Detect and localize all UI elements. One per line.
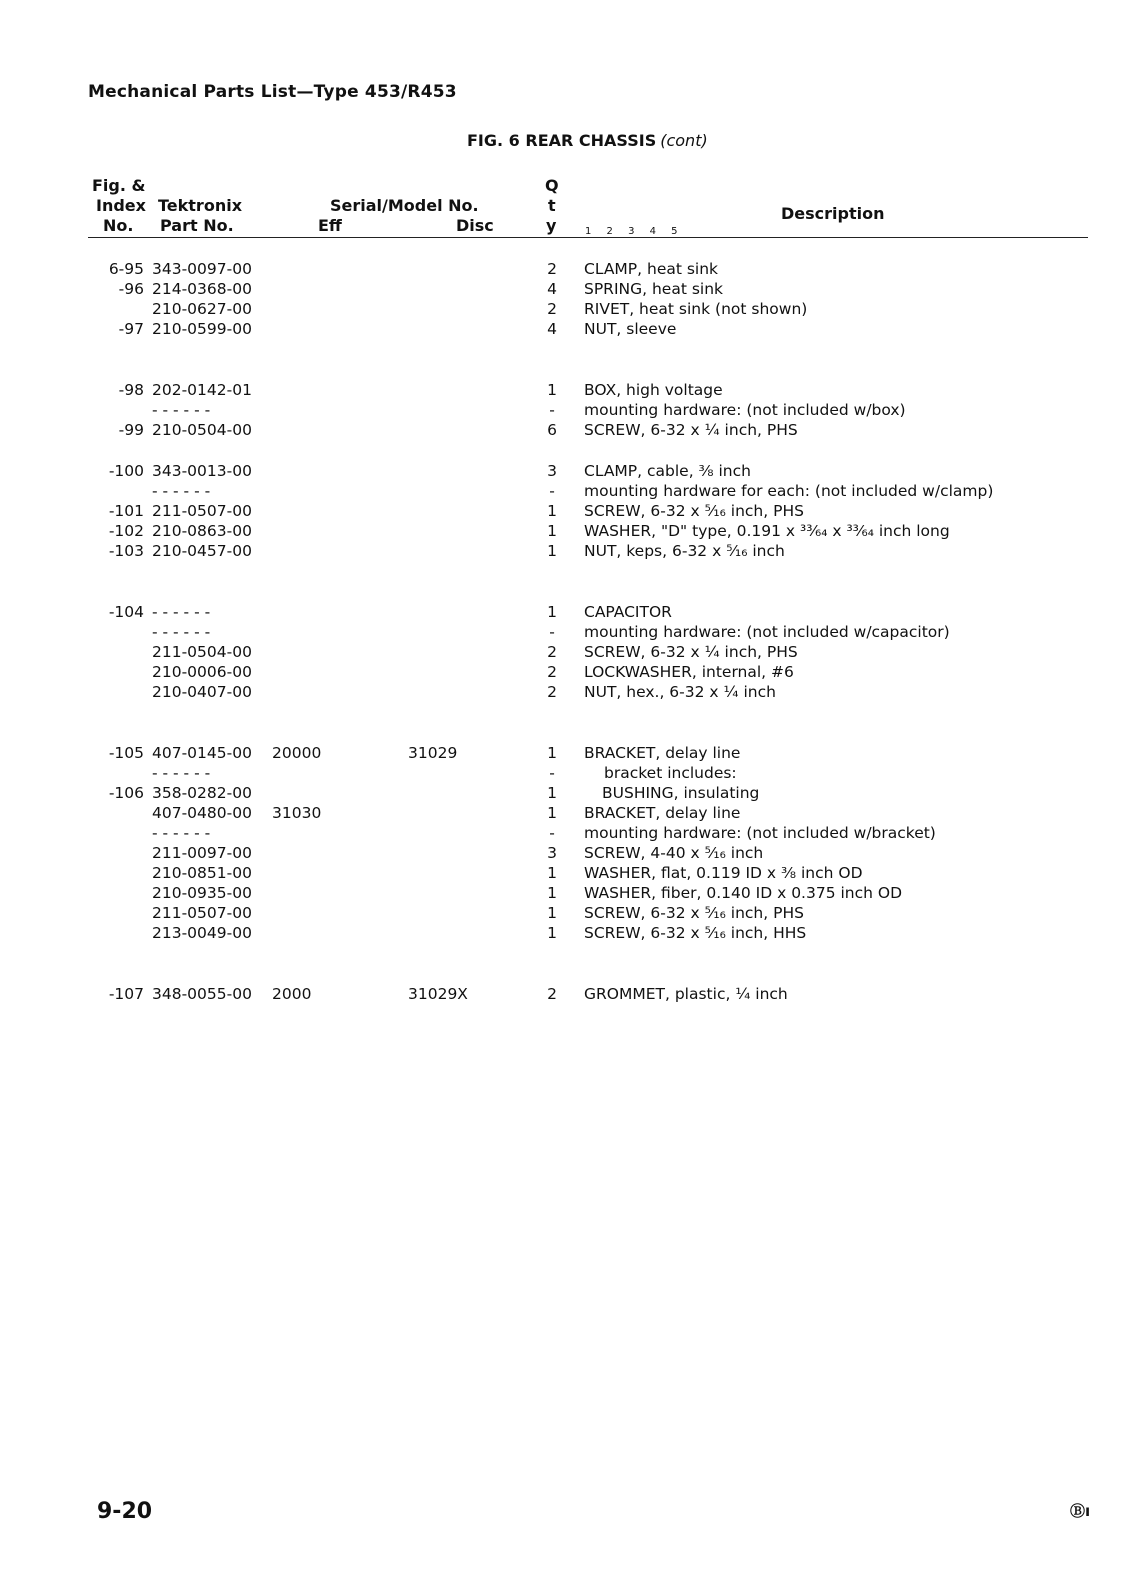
figure-name: FIG. 6 REAR CHASSIS [467, 131, 657, 150]
row-index: -96 [118, 280, 144, 298]
row-part-no: 202-0142-01 [152, 381, 252, 399]
row-description: RIVET, heat sink (not shown) [584, 300, 808, 318]
row-description: SCREW, 6-32 x ¼ inch, PHS [584, 421, 798, 439]
row-index: 6-95 [108, 260, 144, 278]
row-part-no: 210-0935-00 [152, 884, 252, 902]
col-part-line1: Tektronix [158, 196, 243, 215]
row-qty: 2 [547, 643, 557, 661]
row-description: NUT, sleeve [584, 320, 677, 338]
row-part-no: - - - - - - [152, 603, 211, 621]
col-qty-t: t [548, 196, 556, 215]
row-qty: 1 [547, 744, 557, 762]
document-title: Mechanical Parts List—Type 453/R453 [88, 82, 457, 102]
row-description: LOCKWASHER, internal, #6 [584, 663, 794, 681]
row-description: BRACKET, delay line [584, 804, 741, 822]
header-rule [88, 237, 1088, 238]
row-index: -99 [118, 421, 144, 439]
row-part-no: 210-0627-00 [152, 300, 252, 318]
row-qty: 1 [547, 603, 557, 621]
col-fig-line3: No. [103, 216, 134, 235]
row-part-no: 210-0457-00 [152, 542, 252, 560]
row-description: WASHER, fiber, 0.140 ID x 0.375 inch OD [584, 884, 903, 902]
row-description: bracket includes: [604, 764, 737, 782]
col-qty-y: y [546, 216, 557, 235]
row-qty: - [549, 623, 555, 641]
row-qty: 3 [547, 462, 557, 480]
figure-cont: (cont) [660, 131, 708, 150]
row-index: -104 [108, 603, 144, 621]
row-qty: 4 [547, 320, 557, 338]
col-fig-line1: Fig. & [92, 176, 146, 195]
row-part-no: 210-0407-00 [152, 683, 252, 701]
row-qty: 1 [547, 864, 557, 882]
row-description: mounting hardware: (not included w/box) [584, 401, 906, 419]
row-qty: 1 [547, 381, 557, 399]
row-part-no: 211-0507-00 [152, 904, 252, 922]
row-serial-eff: 20000 [272, 744, 322, 762]
row-part-no: 213-0049-00 [152, 924, 252, 942]
row-qty: 2 [547, 663, 557, 681]
col-description: Description [781, 204, 885, 223]
row-description: SCREW, 6-32 x ¼ inch, PHS [584, 643, 798, 661]
row-part-no: 210-0851-00 [152, 864, 252, 882]
row-qty: 1 [547, 804, 557, 822]
row-part-no: 407-0145-00 [152, 744, 252, 762]
row-qty: 2 [547, 985, 557, 1003]
row-qty: - [549, 482, 555, 500]
col-indent-levels: 1 2 3 4 5 [585, 226, 684, 237]
row-index: -107 [108, 985, 144, 1003]
row-part-no: 211-0504-00 [152, 643, 252, 661]
row-index: -103 [108, 542, 144, 560]
row-qty: 6 [547, 421, 557, 439]
row-serial-disc: 31029X [408, 985, 468, 1003]
row-part-no: 343-0013-00 [152, 462, 252, 480]
row-qty: 1 [547, 884, 557, 902]
row-part-no: 214-0368-00 [152, 280, 252, 298]
row-index: -106 [108, 784, 144, 802]
row-description: SCREW, 4-40 x ⁵⁄₁₆ inch [584, 844, 764, 862]
row-description: SCREW, 6-32 x ⁵⁄₁₆ inch, PHS [584, 904, 804, 922]
row-qty: 1 [547, 784, 557, 802]
col-fig-line2: Index [96, 196, 146, 215]
row-description: SPRING, heat sink [584, 280, 724, 298]
row-description: BRACKET, delay line [584, 744, 741, 762]
row-qty: 1 [547, 924, 557, 942]
row-qty: 1 [547, 542, 557, 560]
row-index: -100 [108, 462, 144, 480]
row-description: mounting hardware for each: (not included w/clamp) [584, 482, 994, 500]
row-description: NUT, keps, 6-32 x ⁵⁄₁₆ inch [584, 542, 785, 560]
row-part-no: - - - - - - [152, 623, 211, 641]
row-description: NUT, hex., 6-32 x ¼ inch [584, 683, 776, 701]
row-part-no: - - - - - - [152, 764, 211, 782]
col-eff: Eff [318, 216, 342, 235]
row-description: CLAMP, cable, ⅜ inch [584, 462, 751, 480]
row-description: SCREW, 6-32 x ⁵⁄₁₆ inch, HHS [584, 924, 807, 942]
row-part-no: 210-0006-00 [152, 663, 252, 681]
row-part-no: - - - - - - [152, 482, 211, 500]
col-serial: Serial/Model No. [330, 196, 479, 215]
row-qty: - [549, 824, 555, 842]
row-part-no: 348-0055-00 [152, 985, 252, 1003]
revision-mark: Ⓑı [1070, 1502, 1091, 1520]
row-qty: 2 [547, 260, 557, 278]
row-qty: 2 [547, 300, 557, 318]
row-part-no: 210-0504-00 [152, 421, 252, 439]
row-part-no: 210-0863-00 [152, 522, 252, 540]
row-description: BOX, high voltage [584, 381, 723, 399]
row-part-no: 407-0480-00 [152, 804, 252, 822]
row-description: CAPACITOR [584, 603, 672, 621]
row-part-no: 211-0507-00 [152, 502, 252, 520]
col-qty-q: Q [545, 176, 559, 195]
row-qty: 4 [547, 280, 557, 298]
row-description: BUSHING, insulating [602, 784, 760, 802]
row-index: -101 [108, 502, 144, 520]
col-part-line2: Part No. [160, 216, 234, 235]
row-part-no: - - - - - - [152, 824, 211, 842]
row-qty: - [549, 401, 555, 419]
row-qty: 1 [547, 522, 557, 540]
row-description: SCREW, 6-32 x ⁵⁄₁₆ inch, PHS [584, 502, 804, 520]
row-part-no: 210-0599-00 [152, 320, 252, 338]
row-index: -102 [108, 522, 144, 540]
row-qty: - [549, 764, 555, 782]
row-description: GROMMET, plastic, ¼ inch [584, 985, 788, 1003]
row-description: WASHER, flat, 0.119 ID x ⅜ inch OD [584, 864, 863, 882]
figure-title [467, 131, 708, 150]
row-part-no: - - - - - - [152, 401, 211, 419]
row-part-no: 211-0097-00 [152, 844, 252, 862]
col-disc: Disc [456, 216, 494, 235]
row-qty: 2 [547, 683, 557, 701]
row-serial-disc: 31029 [408, 744, 458, 762]
row-index: -98 [118, 381, 144, 399]
row-description: WASHER, "D" type, 0.191 x ³³⁄₆₄ x ³³⁄₆₄ inch long [584, 522, 950, 540]
row-qty: 1 [547, 502, 557, 520]
row-description: mounting hardware: (not included w/bracket) [584, 824, 936, 842]
row-description: mounting hardware: (not included w/capacitor) [584, 623, 950, 641]
page-number: 9-20 [97, 1499, 153, 1524]
row-qty: 3 [547, 844, 557, 862]
row-description: CLAMP, heat sink [584, 260, 719, 278]
row-index: -105 [108, 744, 144, 762]
row-serial-eff: 2000 [272, 985, 312, 1003]
row-serial-eff: 31030 [272, 804, 322, 822]
row-part-no: 358-0282-00 [152, 784, 252, 802]
row-index: -97 [118, 320, 144, 338]
row-qty: 1 [547, 904, 557, 922]
row-part-no: 343-0097-00 [152, 260, 252, 278]
